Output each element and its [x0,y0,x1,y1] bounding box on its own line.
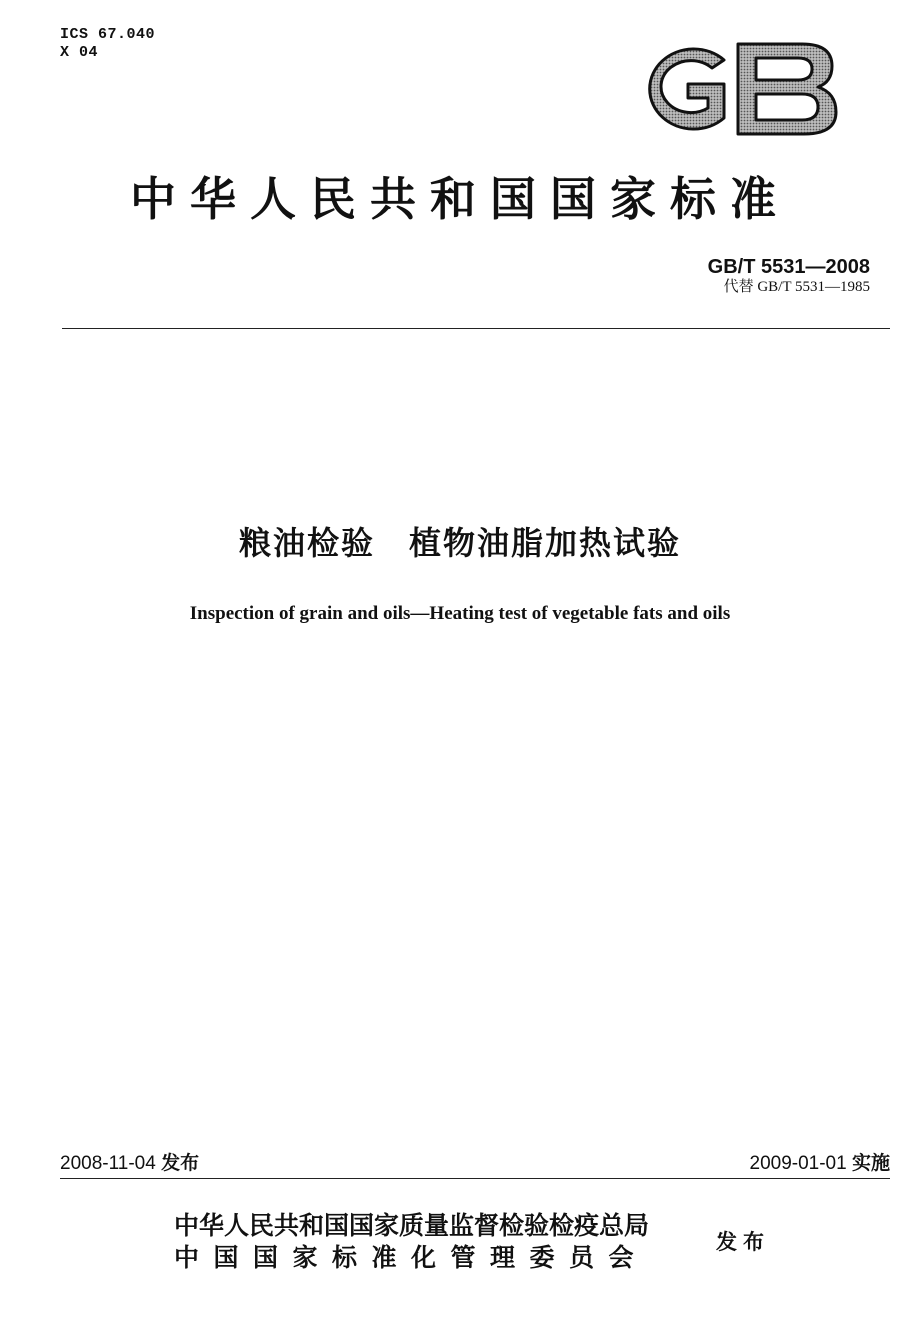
issuer-aqsiq: 中华人民共和国国家质量监督检验检疫总局 [174,1211,650,1240]
issue-word: 发布 [716,1229,770,1254]
title-chinese: 粮油检验 植物油脂加热试验 [238,524,681,562]
top-divider [62,328,890,329]
effective-date [750,1152,891,1175]
issue-date-label: 发布 [161,1152,200,1174]
issuing-authorities [174,1210,649,1274]
title-english: Inspection of grain and oils—Heating test of vegetable fats and oils [189,603,731,624]
standard-number-block [708,256,870,296]
gb-logo [632,38,840,138]
issue-date-value: 2008-11-04 [60,1153,156,1174]
standard-number: GB/T 5531—2008 [707,256,870,278]
replaces-standard: 代替 GB/T 5531—1985 [723,279,870,295]
masthead-title: 中华人民共和国国家标准 [130,172,790,226]
gb-logo-mark [632,38,840,138]
ccs-code: X 04 [60,44,99,61]
issue-date [60,1152,199,1175]
effective-date-label: 实施 [851,1152,890,1174]
ics-code: ICS 67.040 [60,26,156,43]
bottom-divider [60,1178,890,1179]
issuer-sac: 中国国家标准化管理委员会 [174,1243,649,1272]
classification-codes [60,26,155,62]
effective-date-value: 2009-01-01 [749,1153,847,1174]
